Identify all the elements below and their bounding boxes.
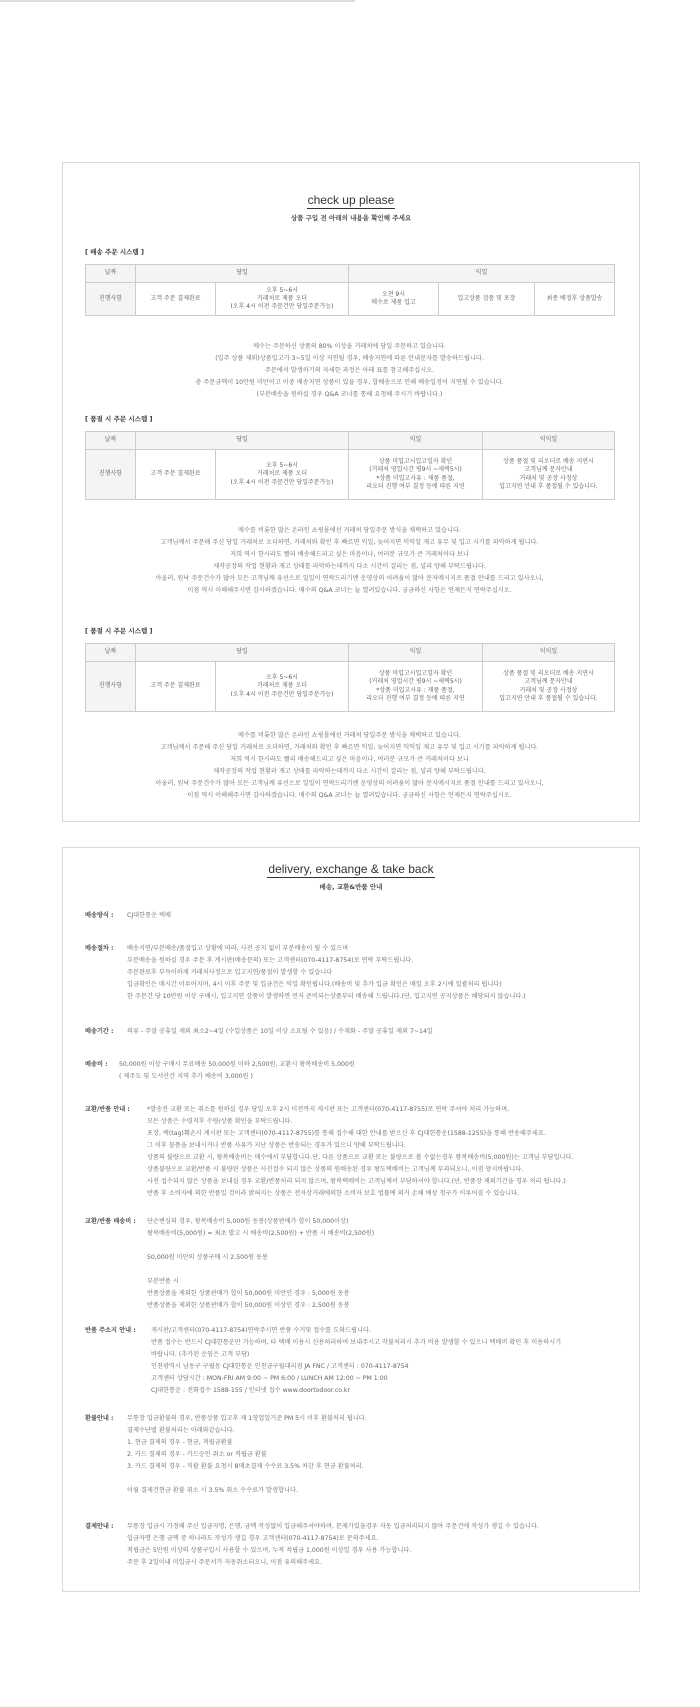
info-line: 3. 카드 결제의 경우 - 직괄 환불 요청시 8매초결제 수수료 3.5% 차감 후 현금 환불처리. <box>127 1463 364 1470</box>
info-line: 단순변심의 경우, 왕복배송비 5,000원 동봉(상품판매가 합이 50,000이상) <box>147 1218 349 1225</box>
info-line: 그 이후 물품을 보내시거나 반품 사유가 지난 상품은 반송되는 경우가 있으니 양해 부탁드립니다. <box>147 1142 406 1149</box>
note-line: (부분배송을 원하실 경우 Q&A 코너를 통해 요청해 주시기 바랍니다.) <box>256 391 443 398</box>
info-line: 50,000원 미만의 상품구매 시 2,500원 동봉 <box>147 1254 268 1261</box>
table-header: 날짜 <box>86 644 136 662</box>
note-line: 고객님께서 주문해 주신 당일 거래처로 오더하면, 거래처와 확인 후 빠르면 익일, 늦어지면 익익일 재고 유무 및 입고 시기를 파악하게 됩니다. <box>160 539 539 546</box>
check-subtitle: 상품 구입 전 아래의 내용을 확인해 주세요 <box>290 214 412 222</box>
note-line: 고객님께서 주문해 주신 당일 거래처로 오더하면, 거래처와 확인 후 빠르면 익일, 늦어지면 익익일 재고 유무 및 입고 시기를 파악하게 됩니다. <box>160 744 539 751</box>
table-cell: 최종 배정후 상품발송 <box>535 283 615 316</box>
delivery-subtitle: 배송, 교환&반품 안내 <box>319 883 383 891</box>
table-cell: 고객 주문 결제완료 <box>136 450 216 500</box>
soldout-system-table-2 <box>85 643 615 712</box>
info-line: CJ대한통운 : 전화접수 1588-155 / 인터넷 접수 www.doortodoor.co.kr <box>151 1387 351 1394</box>
info-line: 반품상품을 제외한 상품판매가 합이 50,000원 미만인 경우 : 5,000원 동봉 <box>147 1290 350 1297</box>
note-line: 제작공장의 작업 현황과 재고 상태를 파악하는데까지 다소 시간이 걸리는 점, 널리 양해 부탁드립니다. <box>213 768 486 775</box>
note-line: 매수를 비롯한 많은 온라인 쇼핑몰에선 거래처 당일주문 방식을 채택하고 있습니다. <box>238 527 461 534</box>
info-line: 의류 - 주말 공휴일 제외 최소2~4일 (수입상품은 10일 이상 소요될 수 있음) / 수제화 - 주말 공휴일 제외 7~14일 <box>127 1028 433 1035</box>
section-label-delivery-system: [ 배송 주문 시스템 ] <box>85 248 144 256</box>
note-line: 주문에서 발생하기의 자세한 과정은 아래 표를 참고해주십시오. <box>264 367 435 374</box>
info-line: 무통장 입금환불의 경우, 반품상품 입고후 제 1영업일기준 PM 5시 이후 환불처리 됩니다. <box>127 1415 367 1422</box>
table-cell: 고객 주문 결제완료 <box>136 283 216 316</box>
info-line: 배송지연/부분배송/품절입고 상황에 따라, 사전 공지 없이 부분배송이 될 수 있으며 <box>127 945 349 952</box>
table-header: 익익일 <box>483 432 615 450</box>
info-line: 2. 카드 결제의 경우 - 카드승인 취소 or 적립금 환불 <box>127 1451 267 1458</box>
section-label-soldout-system-2: [ 품절 시 주문 시스템 ] <box>85 627 153 635</box>
table-header: 날짜 <box>86 265 136 283</box>
note-line: 아울러, 원낙 주문건수가 많아 모든 고객님께 유선으로 일일이 연락드리기엔 운영상의 어려움이 많아 문자메시지로 품절 안내를 드리고 있사오니, <box>155 575 544 582</box>
table-header: 익일 <box>349 644 483 662</box>
info-label: 환불안내 : <box>85 1415 114 1422</box>
info-label: 교환/반품 배송비 : <box>85 1218 136 1225</box>
info-label: 결제안내 : <box>85 1523 114 1530</box>
table-header: 당일 <box>136 265 349 283</box>
info-line: 반품 후 소비자에 의한 반품일 것이라 밝혀지는 상품은 전자상거래에의한 소비자 보호 법률에 의거 손해 배상 청구가 이루어질 수 있습니다. <box>147 1190 520 1197</box>
note-line: 저희 역시 한시라도 빨리 배송해드리고 싶은 마음이나, 여러분 규모가 큰 거래처이다 보니 <box>230 551 469 558</box>
info-line: 바랍니다. (추가된 운임은 고객 부담) <box>151 1351 250 1358</box>
table-cell: 오후 5~6시 거래처로 제품 오더 (오후 4시 이전 주문건만 당일주문가능) <box>216 662 349 712</box>
table-cell: 고객 주문 결제완료 <box>136 662 216 712</box>
note-line: (입주 상품 제외)상품입고가 3~5일 이상 지연될 경우, 배송지연에 따른 안내문자를 발송하드립니다. <box>215 355 484 362</box>
info-line: ( 제주도 및 도서산간 지역 추가 배송비 3,000원 ) <box>119 1073 253 1080</box>
delivery-system-notes <box>85 341 614 401</box>
soldout-system-notes <box>85 525 614 597</box>
section-label-soldout-system: [ 품절 시 주문 시스템 ] <box>85 415 153 423</box>
check-up-panel <box>62 162 640 822</box>
info-line: 상품불량으로 교환/반품 시 불량된 상품은 사진접수 되지 않은 상품의 원배송된 경우 왕도택배비는 고객님께 부과되오니, 이점 양지바랍니다. <box>147 1166 524 1173</box>
table-header: 익일 <box>349 432 483 450</box>
info-line: 모든 상품은 수령직후 수량/상품 확인을 부탁드립니다. <box>147 1118 293 1125</box>
top-divider <box>0 0 355 2</box>
info-label: 교환/반품 안내 : <box>85 1106 130 1113</box>
info-line: 주문 후 2일이내 미입금시 주문서가 자동취소되오니, 이점 유의해주세요. <box>127 1559 322 1566</box>
table-header: 익일 <box>349 265 615 283</box>
table-cell: 입고상품 검품 및 포장 <box>439 283 535 316</box>
info-line: *발송전 교환 또는 취소를 원하실 경우 당일 오후 2시 이전까지 게시판 또는 고객센터(070-4117-8755)로 연락 주셔야 처리 가능하며, <box>147 1106 510 1113</box>
info-line: 사전 접수되지 않은 상품을 보내실 경우 교환/반품처리 되지 않으며, 왕복택배비는 고객님께서 부담하셔야 합니다.(단, 반품장 제외기간을 경우 처리 됩니다.) <box>147 1178 566 1185</box>
info-line: 한 주문건 당 10만원 이상 구매시, 입고지연 상품이 발생하면 먼저 준비되는상품부터 배송해 드립니다.(단, 입고지연 공지상품은 해당되지 않습니다.) <box>127 993 526 1000</box>
info-line: 왕복배송비(5,000원) = 최초 발고 시 배송비(2,500원) + 반품 시 배송비(2,500원) <box>147 1230 375 1237</box>
table-cell: 상품 미입고시입고일자 확인 (거래처 영업시간 평9시 ~새벽5시) *상품 미입고사유 : 재품 품절, 리오더 진행 여부 결정 등에 따른 지연 <box>349 662 483 712</box>
info-label: 배송방식 : <box>85 912 114 919</box>
info-line: 게시판/고객센터(070-4117-8754)연락주시면 반품 수거및 접수를 도와드립니다. <box>151 1327 371 1334</box>
info-line: 반품 접수는 반드시 CJ대한통운만 가능하며, 타 택배 이용시 신용처리하여 보내주시고 작불처리시 추가 비용 발생할 수 있으니 택배비 확인 후 이용하시기 <box>151 1339 562 1346</box>
table-header: 당일 <box>136 432 349 450</box>
info-line: 50,000원 이상 구매시 무료배송 50,000원 이하 2,500원, 교환시 왕복배송비 5,000원 <box>119 1061 355 1068</box>
info-line: 상품의 불량으로 교환 시, 왕복배송비는 매수에서 부담합니다.단, 다른 상품으로 교환 또는 불량으로 볼 수없는경우 왕복배송비(5,000원)는 고객님 부담입니다. <box>147 1154 574 1161</box>
info-line: 포장, 택(tag)훼손시 게시판 또는 고객센터(070-4117-8755)를 통해 접수해 대한 안내를 받으신 후 CJ대한통운(1588-1255)을 통해 반송해주세요. <box>147 1130 546 1137</box>
delivery-panel <box>62 847 640 1592</box>
note-line: 제작공장의 작업 현황과 재고 상태를 파악하는데까지 다소 시간이 걸리는 점, 널리 양해 부탁드립니다. <box>213 563 486 570</box>
soldout-system-table <box>85 431 615 500</box>
row-head: 진행사항 <box>86 662 136 712</box>
info-line: 입금자명 은행 금액 중 하나라도 작성가 생길 경우 고객센터(070-4117-8754)로 문의주세요. <box>127 1535 379 1542</box>
delivery-title: delivery, exchange & take back <box>268 862 434 876</box>
table-header: 날짜 <box>86 432 136 450</box>
table-cell: 상품 품절 및 리오더로 배송 지연시 고객님께 문자안내 거래처 및 공장 사정상 입고지연 안내 후 품절될 수 있습니다. <box>483 662 615 712</box>
info-line: CJ대한통운 택배 <box>127 912 171 919</box>
note-line: 이점 역시 이해해주시면 감사하겠습니다. 매수의 Q&A 코너는 늘 열려있습니다. 궁금하신 사항은 언제든지 연락주십시오. <box>187 587 512 594</box>
note-line: 아울러, 원낙 주문건수가 많아 모든 고객님께 유선으로 일일이 연락드리기엔 운영상의 어려움이 많아 문자메시지로 품절 안내를 드리고 있사오니, <box>155 780 544 787</box>
table-cell: 오후 5~6시 거래처로 제품 오더 (오후 4시 이전 주문건만 당일주문가능) <box>216 450 349 500</box>
info-line: 적립금은 5만원 이상의 상품구입시 사용할 수 있으며, 누적 적립금 1,000원 이상일 경우 사용 가능합니다. <box>127 1547 412 1554</box>
info-line: 고객센터 상담시간 : MON-FRI AM 9:00 ~ PM 6:00 / LUNCH AM 12:00 ~ PM 1:00 <box>151 1375 388 1382</box>
note-line: 이점 역시 이해해주시면 감사하겠습니다. 매수의 Q&A 코너는 늘 열려있습니다. 궁금하신 사항은 언제든지 연락주십시오. <box>187 792 512 799</box>
table-cell: 오후 5~6시 거래처로 제품 오더 (오후 4시 이전 주문건만 당일주문가능) <box>216 283 349 316</box>
check-title: check up please <box>307 193 395 207</box>
note-line: 저희 역시 한시라도 빨리 배송해드리고 싶은 마음이나, 여러분 규모가 큰 거래처이다 보니 <box>230 756 469 763</box>
table-cell: 상품 품절 및 리오더로 배송 지연시 고객님께 문자안내 거래처 및 공장 사정상 입고지연 안내 후 품절될 수 있습니다. <box>483 450 615 500</box>
note-line: 매수는 주문하신 상품의 80% 이상을 거래처에 당일 주문하고 있습니다. <box>253 343 446 350</box>
info-line: 무통장 입금시 가정해 주신 입금자명, 은행, 금액 작성없이 입금해주셔야하며, 문제가있을경우 자동 입금처리되지 않아 주문건에 작성가 생길 수 있습니다. <box>127 1523 539 1530</box>
row-head: 진행사항 <box>86 283 136 316</box>
info-line: 부분반품 시 <box>147 1278 179 1285</box>
info-label: 배송비 : <box>85 1061 108 1068</box>
info-line: 이월 결제건현금 환불 취소 시 3.5% 취소 수수료가 발생합니다. <box>127 1487 298 1494</box>
soldout-system-notes-2 <box>85 730 614 802</box>
table-header: 당일 <box>136 644 349 662</box>
table-header: 익익일 <box>483 644 615 662</box>
info-label: 배송절차 : <box>85 945 114 952</box>
info-line: 반품상품을 제외한 상품판매가 합이 50,000원 이상인 경우 : 2,500원 동봉 <box>147 1302 350 1309</box>
info-label: 반품 주소지 안내 : <box>85 1327 136 1334</box>
info-line: 1. 현금 결제의 경우 - 현금, 적립금환불 <box>127 1439 233 1446</box>
info-line: 부분배송을 원하실 경우 주문 후 게시판(배송문의) 또는 고객센터(070-4117-8754)로 연락 부탁드립니다. <box>127 957 414 964</box>
note-line: 매수를 비롯한 많은 온라인 쇼핑몰에선 거래처 당일주문 방식을 채택하고 있습니다. <box>238 732 461 739</box>
info-line: 주문완료후 부득이하게 거래처사정으로 입고지연/품절이 발생할 수 있습니다 <box>127 969 333 976</box>
table-cell: 상품 미입고시입고일자 확인 (거래처 영업시간 평9시 ~새벽5시) *상품 미입고사유 : 재품 품절, 리오더 진행 여부 결정 등에 따른 지연 <box>349 450 483 500</box>
info-line: 결제수단별 환불처리는 아래와같습니다. <box>127 1427 235 1434</box>
note-line: 총 주문금액이 10만원 미만이고 이중 배송지연 상품이 있을 경우, 합배송으로 인해 배송일정이 지연될 수 있습니다. <box>195 379 504 386</box>
row-head: 진행사항 <box>86 450 136 500</box>
info-line: 입금확인은 매시간 이루어지며, 4시 이후 주문 및 입금건은 익일 확인됩니다.(배송비 및 추가 입금 확인은 매일 오후 2시에 일괄처리 됩니다) <box>127 981 502 988</box>
delivery-system-table <box>85 264 615 316</box>
info-label: 배송기간 : <box>85 1028 114 1035</box>
info-line: 인천광역시 남동구 구월동 CJ대한통운 인천금구월대리점 JA FNC / 고객센터 : 070-4117-8754 <box>151 1363 409 1370</box>
table-cell: 오전 9시 매수로 제품 입고 <box>349 283 439 316</box>
